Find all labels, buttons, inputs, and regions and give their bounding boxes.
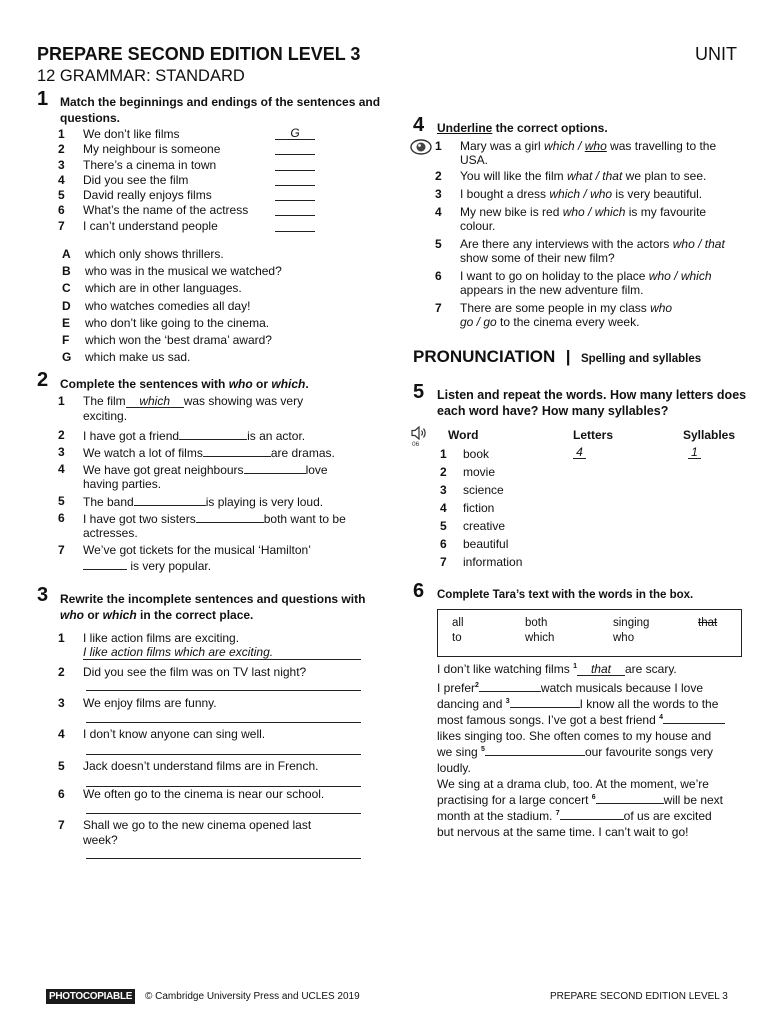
- word-box: all both singing that to which who: [437, 609, 742, 657]
- list-item: 1 Mary was a girl which / who was travelling to the USA.: [435, 139, 717, 167]
- question-4-items: [435, 139, 745, 339]
- answer-line[interactable]: [86, 772, 361, 787]
- list-item: B who was in the musical we watched?: [62, 264, 282, 279]
- list-item: 6 I have got two sisters both want to be actresses.: [58, 511, 346, 540]
- answer-blank[interactable]: 1: [688, 446, 701, 459]
- answer-blank[interactable]: [275, 159, 315, 171]
- list-item: D who watches comedies all day!: [62, 298, 251, 313]
- pronunciation-heading: PRONUNCIATION | Spelling and syllables: [413, 347, 702, 366]
- list-item: 2 I have got a friend is an actor.: [58, 428, 306, 443]
- answer-blank[interactable]: that: [577, 663, 625, 676]
- track-number: 06: [412, 441, 420, 448]
- list-item: 1 I like action films are exciting.: [58, 631, 240, 645]
- list-item: A which only shows thrillers.: [62, 247, 224, 261]
- list-item: G which make us sad.: [62, 350, 191, 365]
- question-number-5: 5: [413, 381, 425, 403]
- answer-blank[interactable]: [196, 511, 264, 523]
- answer-blank[interactable]: [179, 428, 247, 440]
- answer-blank[interactable]: [275, 143, 315, 155]
- question-number-4: 4: [413, 114, 425, 136]
- answer-blank[interactable]: [560, 808, 624, 820]
- answer-line[interactable]: [86, 676, 361, 691]
- list-item: 4 Did you see the film: [58, 173, 328, 188]
- answer-blank[interactable]: G: [275, 127, 315, 140]
- answer-blank[interactable]: [479, 680, 541, 692]
- question-number-1: 1: [37, 88, 49, 110]
- answer-blank[interactable]: [596, 792, 664, 804]
- list-item: 2 You will like the film what / that we plan to see.: [435, 169, 707, 183]
- list-item: 4 I don’t know anyone can sing well.: [58, 727, 266, 741]
- answer-blank[interactable]: [663, 712, 725, 724]
- table-row: 4 fiction: [440, 501, 495, 515]
- answer-blank[interactable]: [83, 558, 127, 570]
- question-3-instruction: Rewrite the incomplete sentences and questions with who or which in the correct place.: [60, 592, 366, 622]
- list-item: 7 There are some people in my class who go / go to the cinema every week.: [435, 301, 673, 329]
- table-row: 5 creative: [440, 519, 506, 533]
- question-1-instruction: Match the beginnings and endings of the sentences and questions.: [60, 95, 381, 125]
- answer-line[interactable]: [86, 708, 361, 723]
- column-header-letters: Letters: [573, 428, 614, 442]
- question-6-instruction: Complete Tara’s text with the words in the box.: [437, 589, 694, 601]
- answer-line[interactable]: I like action films which are exciting.: [83, 645, 361, 660]
- answer-blank[interactable]: [510, 696, 580, 708]
- question-number-2: 2: [37, 369, 49, 391]
- list-item: 3 We watch a lot of films are dramas.: [58, 445, 335, 460]
- answer-blank[interactable]: [134, 494, 206, 506]
- list-item: 4 My new bike is red who / which is my favourite colour.: [435, 205, 707, 233]
- answer-line[interactable]: [86, 740, 361, 755]
- list-item: 1 We don’t like films G: [58, 127, 328, 142]
- page-title: PREPARE SECOND EDITION LEVEL 3: [37, 44, 361, 64]
- answer-blank[interactable]: which: [126, 395, 184, 408]
- answer-blank[interactable]: [485, 744, 585, 756]
- list-item: 2 My neighbour is someone: [58, 142, 328, 157]
- table-row: 3 science: [440, 483, 504, 497]
- question-2-items: [58, 394, 378, 575]
- list-item: 5 Jack doesn’t understand films are in French.: [58, 759, 319, 773]
- answer-blank[interactable]: [275, 220, 315, 232]
- question-6-text: I don’t like watching films $^1$ that are scary. I prefer$^2$ watch musicals because I love dancing and $^3$ I know all the words to the most famous songs. I’ve got a best friend $^4$ likes singing too. She often comes to my house and we sing $^5$ our favourite songs very loudly. We sing at a drama club, too. At the moment, we’re practising for a large concert $^6$ will be next month at the stadium. $^7$ of us are excited but nervous at the same time. I can’t wait to go!: [437, 662, 724, 839]
- eye-icon: [410, 138, 432, 161]
- table-row: 2 movie: [440, 465, 496, 479]
- answer-line[interactable]: [86, 799, 361, 814]
- page-subtitle: 12 GRAMMAR: STANDARD: [37, 67, 245, 85]
- list-item: 5 The band is playing is very loud.: [58, 494, 324, 509]
- photocopiable-badge: PHOTOCOPIABLE: [46, 989, 135, 1004]
- answer-blank[interactable]: [203, 445, 271, 457]
- unit-label: UNIT: [695, 44, 737, 64]
- list-item: F which won the ‘best drama’ award?: [62, 332, 272, 347]
- list-item: 3 There’s a cinema in town: [58, 158, 328, 173]
- question-2-instruction: Complete the sentences with who or which.: [60, 377, 309, 391]
- list-item: 6 I want to go on holiday to the place who / which appears in the new adventure film.: [435, 269, 712, 297]
- question-5-table: [440, 447, 740, 573]
- question-5-instruction: Listen and repeat the words. How many letters does each word have? How many syllables?: [437, 388, 747, 418]
- list-item: 3 I bought a dress which / who is very beautiful.: [435, 187, 703, 201]
- question-1-items: [58, 127, 328, 234]
- answer-blank[interactable]: [275, 174, 315, 186]
- answer-blank[interactable]: 4: [573, 446, 586, 459]
- list-item: 1 The film which was showing was very exciting.: [58, 394, 304, 423]
- list-item: 5 David really enjoys films: [58, 188, 328, 203]
- list-item: C which are in other languages.: [62, 281, 242, 296]
- question-1-options: [62, 247, 352, 367]
- column-header-word: Word: [448, 428, 479, 442]
- table-row: 6 beautiful: [440, 537, 509, 551]
- column-header-syllables: Syllables: [683, 428, 736, 442]
- table-row: 1 book 4 1: [440, 447, 740, 465]
- question-3-items: [58, 631, 368, 866]
- list-item: 2 Did you see the film was on TV last night?: [58, 665, 307, 679]
- question-number-3: 3: [37, 584, 49, 606]
- list-item: 7 Shall we go to the new cinema opened last week?: [58, 818, 312, 847]
- answer-blank[interactable]: [275, 189, 315, 201]
- answer-blank[interactable]: [275, 204, 315, 216]
- copyright-text: © Cambridge University Press and UCLES 2019: [145, 991, 360, 1002]
- list-item: 6 What’s the name of the actress: [58, 203, 328, 218]
- list-item: E who don’t like going to the cinema.: [62, 315, 270, 330]
- question-4-instruction: Underline the correct options.: [437, 121, 608, 135]
- question-number-6: 6: [413, 580, 425, 602]
- list-item: 7 We’ve got tickets for the musical ‘Hamilton’ is very popular.: [58, 543, 311, 573]
- answer-line[interactable]: [86, 844, 361, 859]
- list-item: 4 We have got great neighbours love having parties.: [58, 462, 328, 491]
- list-item: 6 We often go to the cinema is near our school.: [58, 787, 325, 801]
- list-item: 3 We enjoy films are funny.: [58, 696, 217, 710]
- list-item: 5 Are there any interviews with the actors who / that show some of their new film?: [435, 237, 725, 265]
- list-item: 7 I can’t understand people: [58, 219, 328, 234]
- answer-blank[interactable]: [244, 462, 306, 474]
- footer-series-title: PREPARE SECOND EDITION LEVEL 3: [550, 991, 728, 1002]
- table-row: 7 information: [440, 555, 523, 569]
